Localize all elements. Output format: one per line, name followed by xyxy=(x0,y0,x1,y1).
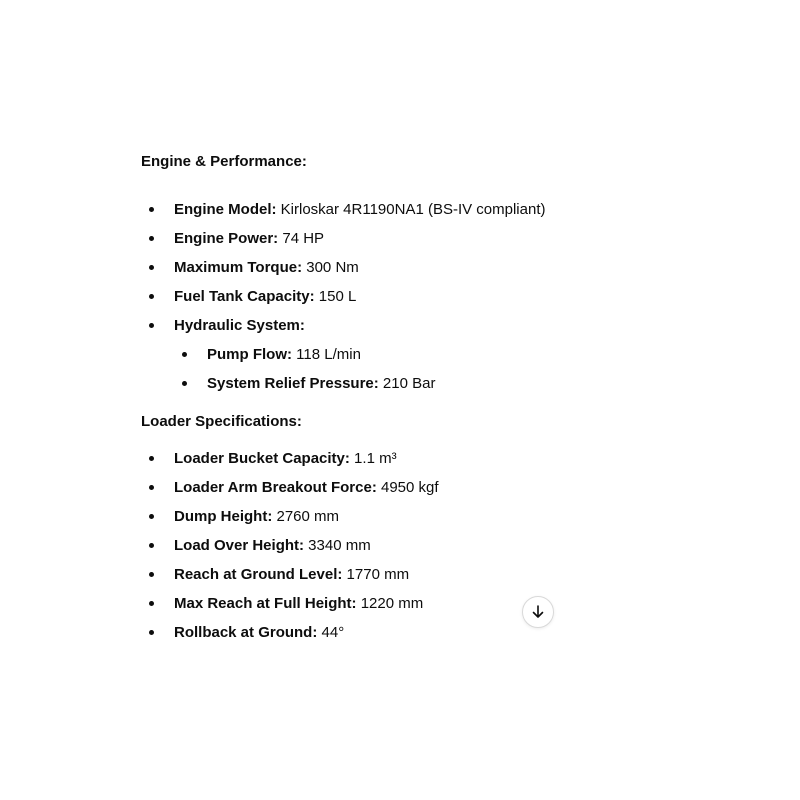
spec-label: Load Over Height: xyxy=(174,537,305,554)
list-item xyxy=(141,589,661,618)
spec-value: 1.1 m³ xyxy=(349,450,397,467)
spec-content xyxy=(141,150,661,647)
spec-value: 210 Bar xyxy=(378,375,436,392)
spec-label: Rollback at Ground: xyxy=(174,624,318,641)
list-item xyxy=(141,531,661,560)
spec-label: Max Reach at Full Height: xyxy=(174,595,357,612)
spec-value: 3340 mm xyxy=(304,537,371,554)
engine-spec-list xyxy=(141,195,661,340)
scroll-down-button[interactable] xyxy=(522,596,554,628)
list-item xyxy=(141,502,661,531)
spec-value: 74 HP xyxy=(278,230,325,247)
spec-label: Reach at Ground Level: xyxy=(174,566,343,583)
spec-value: 118 L/min xyxy=(292,346,361,363)
spec-label: Engine Model: xyxy=(174,201,277,218)
spec-label: Pump Flow: xyxy=(207,346,292,363)
list-item xyxy=(141,340,661,369)
spec-label: Hydraulic System: xyxy=(174,317,305,334)
spec-label: Fuel Tank Capacity: xyxy=(174,288,315,305)
spec-label: Maximum Torque: xyxy=(174,259,303,276)
section-heading-loader: Loader Specifications: xyxy=(141,413,302,430)
spec-label: Loader Bucket Capacity: xyxy=(174,450,350,467)
spec-value: 150 L xyxy=(314,288,357,305)
spec-value: 1220 mm xyxy=(356,595,424,612)
list-item xyxy=(141,311,661,340)
section-heading-engine: Engine & Performance: xyxy=(141,153,307,170)
spec-label: System Relief Pressure: xyxy=(207,375,379,392)
spec-value: 2760 mm xyxy=(272,508,340,525)
list-item xyxy=(141,224,661,253)
arrow-down-icon xyxy=(530,604,546,620)
spec-value: 300 Nm xyxy=(302,259,359,276)
list-item xyxy=(141,473,661,502)
list-item xyxy=(141,444,661,473)
spec-value: 1770 mm xyxy=(342,566,410,583)
list-item xyxy=(141,560,661,589)
list-item xyxy=(141,369,661,398)
spec-value: 44° xyxy=(317,624,345,641)
spec-label: Loader Arm Breakout Force: xyxy=(174,479,377,496)
hydraulic-sub-list xyxy=(141,340,661,398)
list-item xyxy=(141,195,661,224)
spec-label: Dump Height: xyxy=(174,508,273,525)
loader-spec-list xyxy=(141,444,661,647)
list-item xyxy=(141,282,661,311)
list-item xyxy=(141,618,661,647)
spec-value: 4950 kgf xyxy=(376,479,439,496)
list-item xyxy=(141,253,661,282)
spec-label: Engine Power: xyxy=(174,230,279,247)
spec-value: Kirloskar 4R1190NA1 (BS-IV compliant) xyxy=(276,201,546,218)
